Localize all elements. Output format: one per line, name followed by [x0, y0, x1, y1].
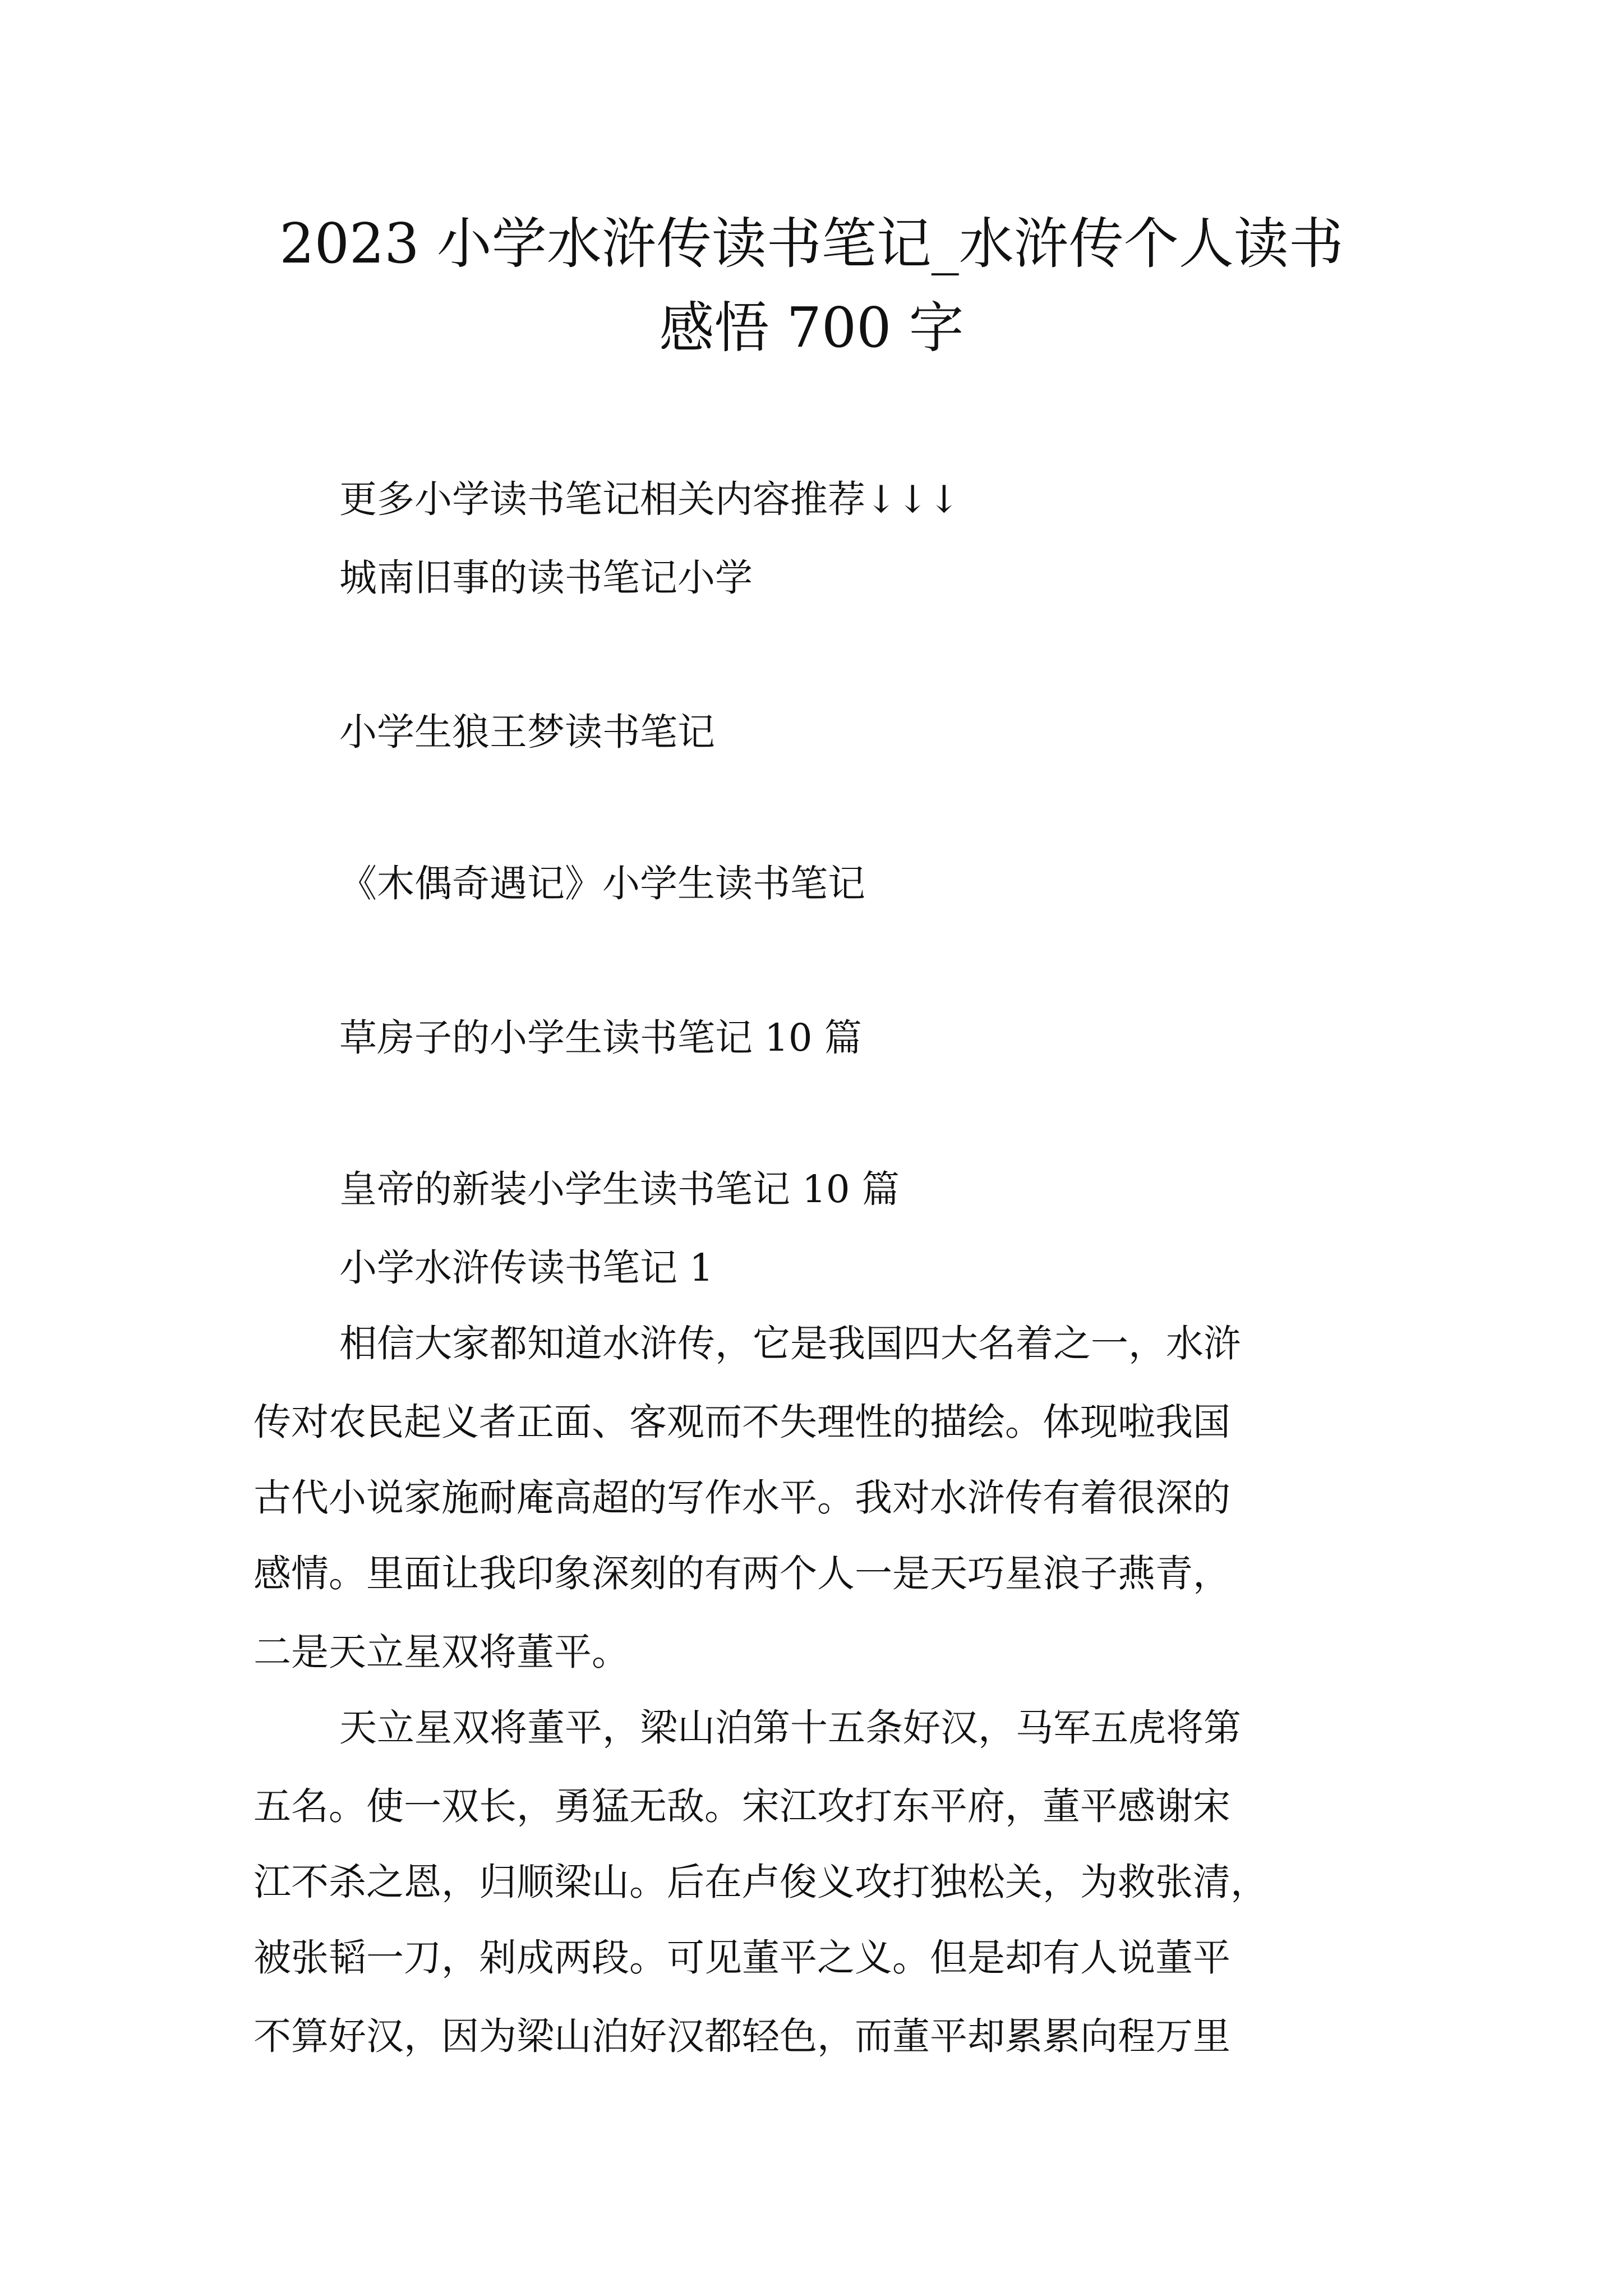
paragraph-line: 感情。里面让我印象深刻的有两个人一是天巧星浪子燕青，: [253, 1552, 1230, 1595]
paragraph-line: 二是天立星双将董平。: [253, 1630, 629, 1674]
paragraph-line: 被张韬一刀，剁成两段。可见董平之义。但是却有人说董平: [253, 1936, 1230, 1980]
recommend-link[interactable]: 城南旧事的读书笔记小学: [339, 556, 753, 600]
paragraph-line: 天立星双将董平，梁山泊第十五条好汉，马军五虎将第: [339, 1706, 1241, 1750]
recommend-link[interactable]: 小学生狼王梦读书笔记: [339, 710, 715, 754]
recommend-link[interactable]: 草房子的小学生读书笔记 10 篇: [339, 1016, 862, 1060]
paragraph-line: 传对农民起义者正面、客观而不失理性的描绘。体现啦我国: [253, 1400, 1230, 1444]
section-heading: 小学水浒传读书笔记 1: [339, 1246, 713, 1290]
paragraph-line: 不算好汉，因为梁山泊好汉都轻色，而董平却累累向程万里: [253, 2014, 1230, 2058]
paragraph-line: 相信大家都知道水浒传，它是我国四大名着之一，水浒: [339, 1322, 1241, 1365]
document-title-line-2: 感悟 700 字: [659, 296, 964, 360]
recommend-link[interactable]: 《木偶奇遇记》小学生读书笔记: [339, 862, 865, 905]
paragraph-line: 古代小说家施耐庵高超的写作水平。我对水浒传有着很深的: [253, 1476, 1230, 1520]
paragraph-line: 江不杀之恩，归顺梁山。后在卢俊义攻打独松关，为救张清，: [253, 1860, 1268, 1904]
paragraph-line: 五名。使一双长，勇猛无敌。宋江攻打东平府，董平感谢宋: [253, 1784, 1230, 1828]
recommend-header: 更多小学读书笔记相关内容推荐↓↓↓: [339, 477, 960, 521]
recommend-link[interactable]: 皇帝的新装小学生读书笔记 10 篇: [339, 1167, 900, 1211]
document-title-line-1: 2023 小学水浒传读书笔记_水浒传个人读书: [279, 212, 1344, 276]
